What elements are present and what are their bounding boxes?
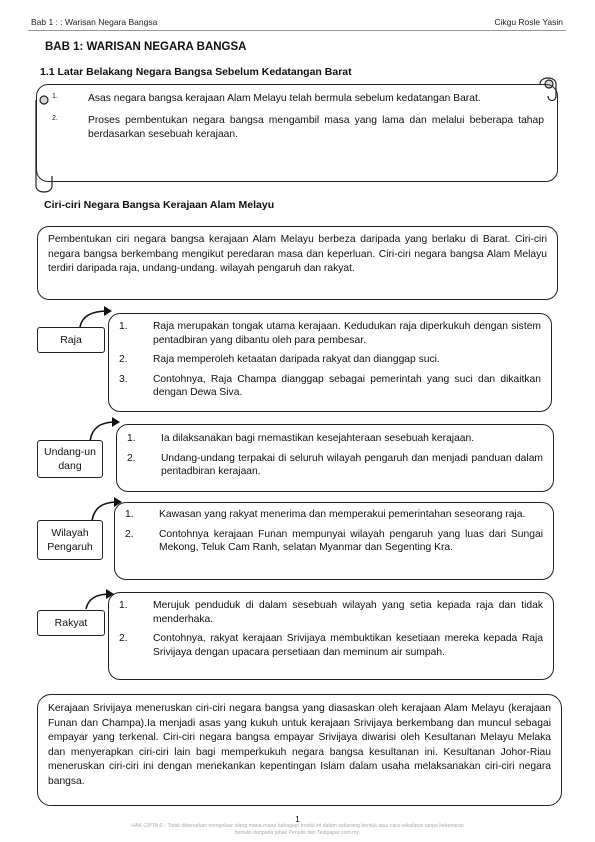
item-number: 3.	[119, 373, 128, 385]
item-text: Contohnya kerajaan Funan mempunyai wilayah pengaruh yang luas dari Sungai Mekong, Teluk Cam Ranh, selatan Myanmar dan Segenting Kra.	[159, 528, 543, 553]
page-number: 1	[295, 814, 300, 824]
item-number: 2.	[127, 452, 136, 464]
item-number: 2.	[119, 354, 128, 365]
list-item	[119, 373, 541, 400]
header-divider	[28, 30, 566, 31]
intro-text: Pembentukan ciri negara bangsa kerajaan Alam Melayu berbeza daripada yang berlaku di Barat. Ciri-ciri negara bangsa berkembang mengikut peredaran masa dan keperluan. Ciri-ciri negara bangsa Alam Melayu terdiri daripada raja, undang-undang. wilayah pengaruh dan rakyat.	[48, 234, 547, 274]
header-left: Bab 1 : : Warisan Negara Bangsa	[31, 17, 158, 27]
closing-text: Kerajaan Srivijaya meneruskan ciri-ciri negara bangsa yang diasaskan oleh kerajaan Alam Melayu (kerajaan Funan dan Champa).Ia menjadi asas yang kukuh untuk kerajaan Srivijaya berkembang dan muncul sebagai empayar yang terkenal. Ciri-ciri negara bangsa empayar Srivijaya diwarisi oleh Kesultanan Melayu Melaka dan menyerapkan ciri-ciri lain bagi memperkukuh negara bangsa kesultanan ini. Kesultanan Johor-Riau meneruskan ciri-ciri ini dengan menekankan kepentingan Islam dalam usaha melaksanakan ciri-ciri negara bangsa.	[48, 703, 551, 787]
item-text: Undang-undang terpakai di seluruh wilayah pengaruh dan menjadi panduan dalam pentadbiran kerajaan.	[161, 452, 543, 477]
item-text: Raja merupakan tongak utama kerajaan. Kedudukan raja diperkukuh dengan sistem pentadbiran yang dibantu oleh para pembesar.	[153, 321, 541, 346]
item-number: 1.	[119, 600, 128, 611]
item-number: 1.	[119, 321, 128, 332]
list-item	[52, 114, 544, 142]
intro-box	[37, 226, 558, 300]
list-item	[127, 452, 543, 479]
list-item	[119, 320, 541, 347]
wilayah-pengaruh-list	[115, 503, 553, 555]
list-item	[127, 432, 543, 446]
chapter-title: BAB 1: WARISAN NEGARA BANGSA	[45, 41, 247, 53]
item-number: 2.	[119, 633, 128, 644]
item-text: Contohnya, Raja Champa dianggap sebagai pemerintah yang suci dan dikaitkan dengan Dewa Siva.	[153, 373, 541, 398]
subheading: Ciri-ciri Negara Bangsa Kerajaan Alam Melayu	[44, 199, 275, 211]
copyright-notice: HAK CIPTA © : Tidak dibenarkan mengeluar ulang mana-mana bahagian modul ini dalam sebarang bentuk atau cara sekalipun tanpa kebenaran bertulis daripada pihak Penulis dan Testpaper.com.my.	[131, 823, 464, 836]
list-item	[125, 508, 543, 522]
item-text: Raja memperoleh ketaatan daripada rakyat dan dianggap suci.	[153, 354, 440, 365]
undang-undang-list	[117, 425, 553, 479]
rakyat-box	[108, 592, 554, 680]
list-item	[119, 632, 543, 659]
item-number: 1.	[125, 509, 134, 520]
item-text: Kawasan yang rakyat menerima dan memperakui pemerintahan seseorang raja.	[159, 509, 526, 520]
item-text: Ia dilaksanakan bagi rnemastikan kesejahteraan sesebuah kerajaan.	[161, 433, 475, 444]
label-rakyat: Rakyat	[37, 610, 105, 636]
raja-list	[109, 314, 551, 400]
item-number: 1.	[52, 93, 58, 100]
item-number: 2.	[52, 115, 58, 122]
label-raja: Raja	[37, 327, 105, 353]
list-item	[119, 353, 541, 367]
label-wilayah-pengaruh: Wilayah Pengaruh	[37, 520, 103, 560]
section-title: 1.1 Latar Belakang Negara Bangsa Sebelum Kedatangan Barat	[40, 66, 352, 78]
item-text: Merujuk penduduk di dalam sesebuah wilayah yang setia kepada raja dan tidak menderhaka.	[153, 600, 543, 625]
item-text: Proses pembentukan negara bangsa mengambil masa yang lama dan melalui beberapa tahap berdasarkan sesebuah kerajaan.	[88, 115, 544, 140]
item-text: Asas negara bangsa kerajaan Alam Melayu telah bermula sebelum kedatangan Barat.	[88, 93, 481, 104]
list-item	[119, 599, 543, 626]
rakyat-list	[109, 593, 553, 659]
closing-box	[37, 694, 562, 806]
scroll-list	[52, 92, 544, 150]
item-number: 1.	[127, 433, 136, 444]
undang-undang-box	[116, 424, 554, 492]
item-number: 2.	[125, 528, 134, 540]
list-item	[125, 528, 543, 555]
wilayah-pengaruh-box	[114, 502, 554, 580]
label-undang-undang: Undang-undang	[37, 440, 103, 478]
item-text: Contohnya, rakyat kerajaan Srivijaya membuktikan kesetiaan mereka kepada Raja Srivijaya dengan upacara persetiaan dan meminum air sumpah.	[153, 633, 543, 658]
raja-box	[108, 313, 552, 412]
header-right: Cikgu Rosle Yasin	[494, 17, 563, 27]
list-item	[52, 92, 544, 106]
